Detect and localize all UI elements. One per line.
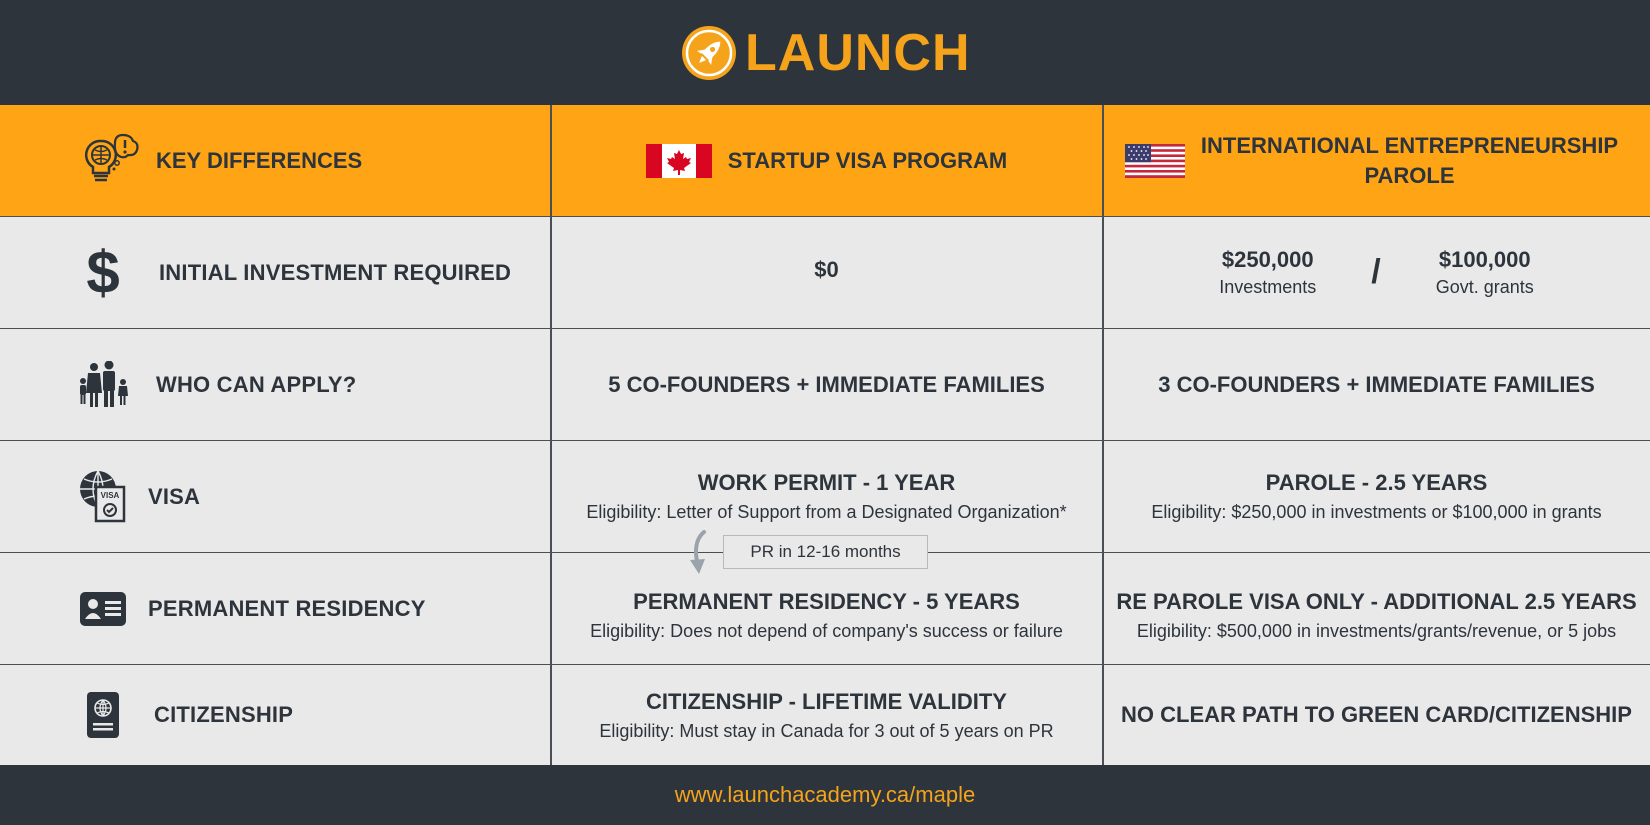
canada-main: PERMANENT RESIDENCY - 5 YEARS <box>633 589 1020 614</box>
footer-url-link[interactable]: www.launchacademy.ca/maple <box>674 782 976 807</box>
canada-value <box>551 329 1102 440</box>
table-row-citizenship <box>0 665 1650 765</box>
row-label: INITIAL INVESTMENT REQUIRED <box>159 259 512 285</box>
column-divider <box>1102 105 1104 765</box>
launch-logo <box>681 25 971 81</box>
canada-value <box>551 217 1102 328</box>
row-label-cell <box>0 441 550 552</box>
lightbulb-globe-icon <box>78 130 140 192</box>
table-row-permanent-residency <box>0 553 1650 665</box>
header-title-usa-line1: INTERNATIONAL ENTREPRENEURSHIP <box>1200 132 1619 158</box>
table-row-who-can-apply <box>0 329 1650 441</box>
usa-value <box>1103 441 1650 552</box>
id-card-icon <box>72 578 134 640</box>
row-label: VISA <box>148 483 201 509</box>
brand-name: LAUNCH <box>745 24 971 82</box>
row-label: PERMANENT RESIDENCY <box>148 595 426 621</box>
row-label-cell <box>0 217 550 328</box>
rocket-icon <box>681 25 737 81</box>
canada-sub: Eligibility: Letter of Support from a Designated Organization* <box>586 502 1067 522</box>
header-key-differences <box>0 105 550 216</box>
row-label-cell <box>0 553 550 664</box>
usa-value <box>1103 553 1650 664</box>
table-row-investment <box>0 217 1650 329</box>
usa-sub: Eligibility: $500,000 in investments/grants/revenue, or 5 jobs <box>1136 621 1617 641</box>
canada-flag-icon <box>646 144 712 178</box>
canada-main: $0 <box>814 256 839 282</box>
dollar-icon: $ <box>86 238 120 306</box>
usa-value <box>1103 329 1650 440</box>
canada-main: WORK PERMIT - 1 YEAR <box>697 470 956 495</box>
column-divider <box>550 105 552 765</box>
pr-timeline-badge: PR in 12-16 months <box>723 535 928 569</box>
usa-value <box>1103 665 1650 765</box>
usa-main: 3 CO-FOUNDERS + IMMEDIATE FAMILIES <box>1158 371 1595 397</box>
usa-flag-icon <box>1125 144 1185 178</box>
row-label-cell <box>0 665 550 765</box>
visa-globe-icon <box>72 466 134 528</box>
top-banner <box>0 0 1650 105</box>
canada-value <box>551 665 1102 765</box>
usa-amount-grants: $100,000 <box>1438 247 1531 272</box>
usa-amount-investments: $250,000 <box>1221 247 1314 272</box>
header-usa <box>1103 105 1650 216</box>
header-title-key: KEY DIFFERENCES <box>156 147 363 173</box>
row-label: WHO CAN APPLY? <box>156 371 357 397</box>
header-title-canada: STARTUP VISA PROGRAM <box>727 147 1008 173</box>
usa-main: PAROLE - 2.5 YEARS <box>1265 470 1488 495</box>
usa-main: NO CLEAR PATH TO GREEN CARD/CITIZENSHIP <box>1121 702 1632 727</box>
header-canada <box>551 105 1102 216</box>
row-label-cell <box>0 329 550 440</box>
header-title-usa-line2: PAROLE <box>1364 162 1455 188</box>
canada-sub: Eligibility: Must stay in Canada for 3 out of 5 years on PR <box>599 720 1054 741</box>
canada-value <box>551 553 1102 664</box>
footer-banner <box>0 765 1650 825</box>
canada-main: CITIZENSHIP - LIFETIME VALIDITY <box>646 688 1007 714</box>
separator: / <box>1371 253 1381 291</box>
usa-main: RE PAROLE VISA ONLY - ADDITIONAL 2.5 YEARS <box>1116 589 1637 614</box>
curved-arrow-icon <box>682 530 718 578</box>
usa-desc-investments: Investments <box>1219 277 1317 297</box>
usa-value <box>1103 217 1650 328</box>
family-icon <box>72 354 134 416</box>
usa-desc-grants: Govt. grants <box>1435 277 1534 297</box>
row-label: CITIZENSHIP <box>154 702 294 727</box>
passport-icon <box>72 684 134 746</box>
canada-main: 5 CO-FOUNDERS + IMMEDIATE FAMILIES <box>608 371 1045 397</box>
canada-sub: Eligibility: Does not depend of company's success or failure <box>590 621 1063 641</box>
svg-text:VISA: VISA <box>100 490 120 500</box>
table-header-row <box>0 105 1650 217</box>
usa-sub: Eligibility: $250,000 in investments or $100,000 in grants <box>1151 502 1602 522</box>
